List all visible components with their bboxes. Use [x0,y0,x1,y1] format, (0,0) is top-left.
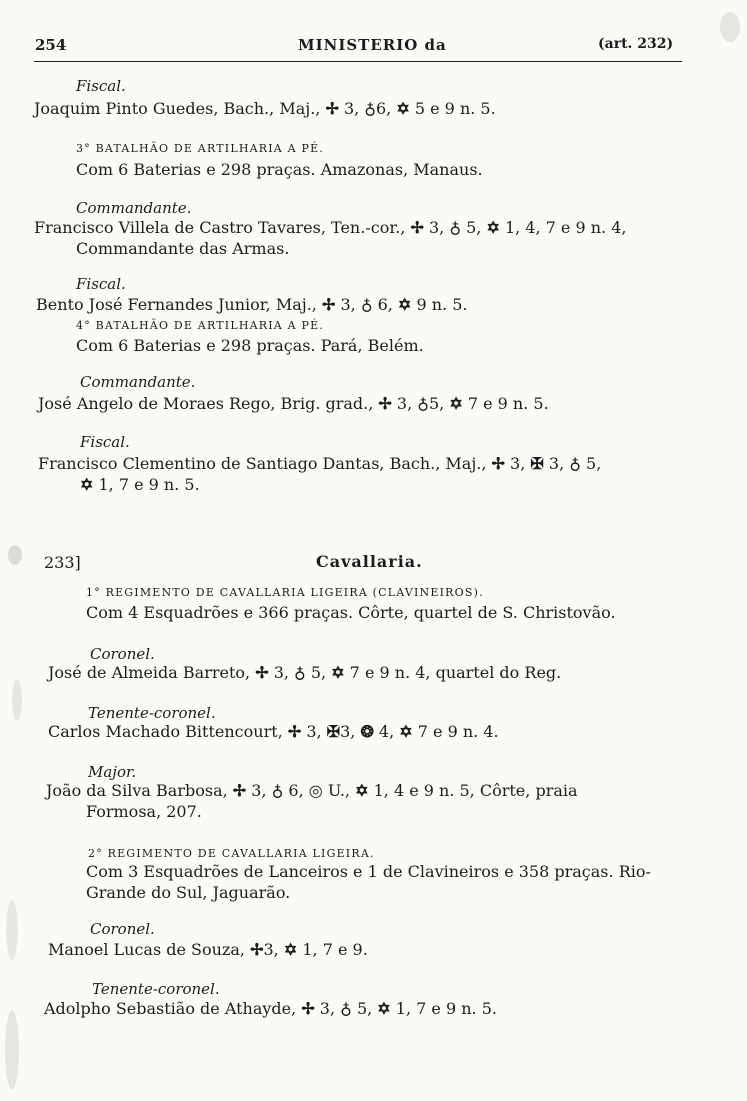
entry-text: 1, 7 e 9 n. 5. [390,999,497,1018]
entry-text: 1, 4, 7 e 9 n. 4, [499,218,627,237]
rose-order-icon: ♁ [294,663,306,682]
star-order-icon: ✡ [397,295,412,314]
entry-line [48,940,368,959]
entry-text: Francisco Clementino de Santiago Dantas, Bach., Maj., [38,454,492,473]
cross-order-icon: ✢ [255,663,269,682]
regiment-description: Com 4 Esquadrões e 366 praças. Côrte, quartel de S. Christovão. [86,603,616,622]
cross-order-icon: ✢ [232,781,247,800]
star-order-icon: ✡ [355,781,369,800]
entry-text: 7 e 9 n. 5. [462,394,549,413]
battalion-description: Com 6 Baterias e 298 praças. Amazonas, Manaus. [76,160,483,179]
entry-text: 5, [305,663,332,682]
cross-order-icon: ✢ [378,394,392,413]
role-label: Commandante. [80,373,196,391]
maltese-cross-icon: ✠ [530,454,544,473]
entry-line [38,454,601,473]
entry-text: 3, [301,722,327,741]
scan-speck [12,680,22,720]
section-number: 233] [44,553,81,572]
entry-text: 5, [461,218,487,237]
entry-text: 5 e 9 n. 5. [409,99,496,118]
rose-order-icon: ♁ [569,454,581,473]
scan-speck [8,545,22,565]
regiment-description: Com 3 Esquadrões de Lanceiros e 1 de Clavineiros e 358 praças. Rio- [86,862,651,881]
entry-text: Bento José Fernandes Junior, Maj., [36,295,322,314]
rose-order-icon: ♁ [271,781,284,800]
scan-speck [6,900,18,960]
star-order-icon: ✡ [377,999,391,1018]
entry-text: 5, [580,454,602,473]
entry-text: José Angelo de Moraes Rego, Brig. grad., [38,394,379,413]
role-label: Coronel. [90,645,155,663]
entry-text: João da Silva Barbosa, [46,781,233,800]
battalion-description: Com 6 Baterias e 298 praças. Pará, Belém. [76,336,424,355]
entry-line [36,295,467,314]
entry-text: 6, [376,99,397,118]
star-order-icon: ✡ [331,663,345,682]
entry-continuation: Commandante das Armas. [76,239,290,258]
entry-text: 6, [283,781,309,800]
entry-text: Manoel Lucas de Souza, [48,940,251,959]
role-label: Tenente-coronel. [92,980,220,998]
star-order-icon: ✡ [80,475,94,494]
entry-text: 3, [504,454,531,473]
maltese-cross-icon: ✠ [326,722,341,741]
cross-order-icon: ✢ [301,999,315,1018]
entry-text: 3, [340,722,361,741]
cross-order-icon: ✢ [491,454,505,473]
role-label: Major. [88,763,137,781]
entry-text: 3, [314,999,341,1018]
star-order-icon: ✡ [396,99,410,118]
star-order-icon: ✡ [283,940,298,959]
scan-speck [720,12,740,42]
entry-text: 6, [372,295,398,314]
circle-order-icon: ◎ [308,781,323,800]
cross-order-icon: ✢ [250,940,264,959]
entry-text: 3, [338,99,365,118]
entry-continuation [80,475,200,494]
entry-text: Carlos Machado Bittencourt, [48,722,288,741]
star-order-icon: ✡ [399,722,413,741]
scan-speck [5,1010,19,1090]
entry-text: 4, [373,722,400,741]
entry-text: 3, [423,218,450,237]
entry-line [38,394,549,413]
entry-text: 3, [246,781,272,800]
entry-text: Joaquim Pinto Guedes, Bach., Maj., [34,99,326,118]
role-label: Fiscal. [76,77,126,95]
entry-continuation: Formosa, 207. [86,802,202,821]
entry-text: 3, [263,940,284,959]
role-label: Tenente-coronel. [88,704,216,722]
star-order-icon: ✡ [449,394,463,413]
battalion-heading: 4° BATALHÃO DE ARTILHARIA A PÉ. [76,319,324,332]
entry-text: 7 e 9 n. 4. [412,722,499,741]
regiment-heading: 2° REGIMENTO DE CAVALLARIA LIGEIRA. [88,847,375,860]
rose-order-icon: ♁ [417,394,429,413]
entry-line [34,218,626,237]
entry-line [44,999,497,1018]
entry-text: 1, 7 e 9. [297,940,368,959]
cross-order-icon: ✢ [410,218,424,237]
entry-text: U., [322,781,356,800]
rose-order-icon: ♁ [449,218,462,237]
entry-text: 1, 4 e 9 n. 5, Côrte, praia [368,781,578,800]
page-number: 254 [35,36,67,54]
role-label: Fiscal. [76,275,126,293]
battalion-heading: 3° BATALHÃO DE ARTILHARIA A PÉ. [76,142,324,155]
cross-order-icon: ✢ [325,99,339,118]
entry-text: 3, [335,295,361,314]
rose-order-icon: ♁ [340,999,352,1018]
entry-text: 3, [391,394,418,413]
entry-text: 3, [268,663,295,682]
entry-text: 7 e 9 n. 4, quartel do Reg. [344,663,562,682]
entry-text: 9 n. 5. [411,295,468,314]
entry-text: 5, [351,999,378,1018]
entry-text: Francisco Villela de Castro Tavares, Ten.-cor., [34,218,411,237]
header-rule [34,61,682,62]
section-title: Cavallaria. [316,552,423,571]
entry-line [34,99,496,118]
entry-line [48,663,561,682]
cross-order-icon: ✢ [321,295,336,314]
entry-text: José de Almeida Barreto, [48,663,256,682]
role-label: Coronel. [90,920,155,938]
page-title: MINISTERIO da [298,36,447,54]
entry-text: 5, [428,394,450,413]
entry-line [48,722,499,741]
regiment-heading: 1° REGIMENTO DE CAVALLARIA LIGEIRA (CLAVINEIROS). [86,586,484,599]
entry-line [46,781,578,800]
regiment-description: Grande do Sul, Jaguarão. [86,883,291,902]
role-label: Fiscal. [80,433,130,451]
entry-text: Adolpho Sebastião de Athayde, [44,999,302,1018]
article-reference: (art. 232) [598,36,674,52]
rose-order-icon: ♁ [360,295,373,314]
role-label: Commandante. [76,199,192,217]
entry-text: 1, 7 e 9 n. 5. [93,475,200,494]
rose-order-icon: ♁ [364,99,376,118]
entry-text: 3, [543,454,570,473]
medal-order-icon: ❂ [360,722,374,741]
cross-order-icon: ✢ [287,722,302,741]
star-order-icon: ✡ [486,218,500,237]
